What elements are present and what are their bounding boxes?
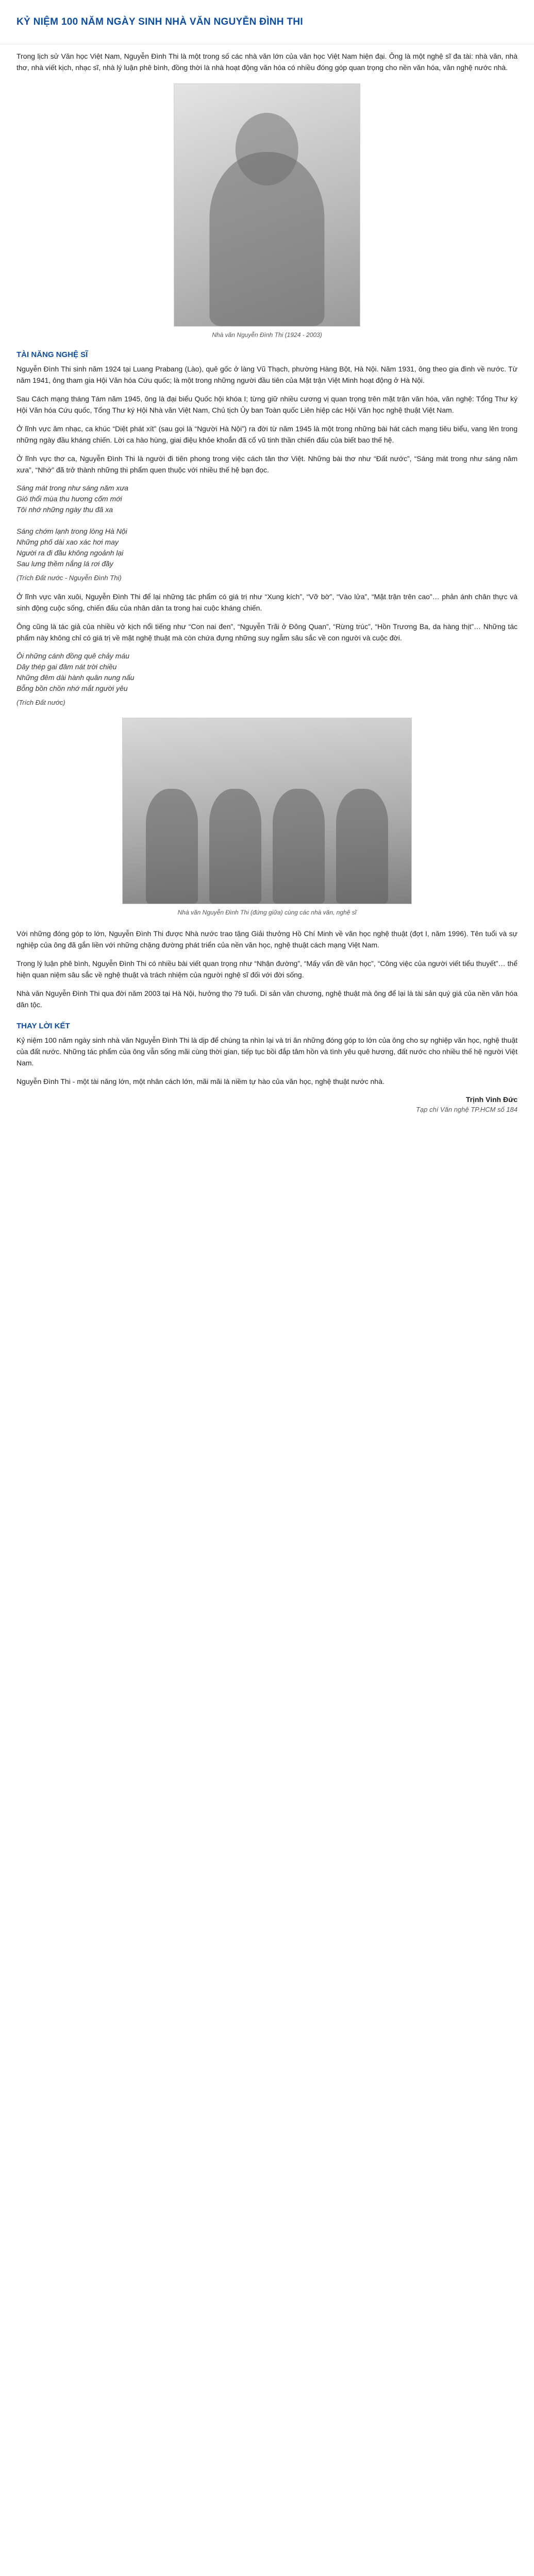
body-paragraph: Ở lĩnh vực thơ ca, Nguyễn Đình Thi là người đi tiên phong trong việc cách tân thơ Việt. Những bài thơ như “Đất nước”, “Sáng mát trong như sáng năm xưa”, “Nhớ” đã trở thành những thi phẩm quen thuộc với nhiều thế hệ bạn đọc.: [16, 454, 518, 474]
section-heading-talent: TÀI NĂNG NGHỆ SĨ: [16, 350, 88, 359]
body-paragraph: Trong lý luận phê bình, Nguyễn Đình Thi có nhiều bài viết quan trọng như “Nhận đường”, “Mấy vấn đề văn học”, “Công việc của người viết tiểu thuyết”… thể hiện quan niệm sâu sắc về nghệ thuật và trách nhiệm của người nghệ sĩ đối với đời sống.: [16, 959, 518, 979]
body-paragraph: Sau Cách mạng tháng Tám năm 1945, ông là đại biểu Quốc hội khóa I; từng giữ nhiều cương vị quan trọng trên mặt trận văn hóa, văn nghệ: Tổng Thư ký Hội Văn hóa Cứu quốc, Tổng Thư ký Hội Nhà văn Việt Nam, Chủ tịch Ủy ban Toàn quốc Liên hiệp các Hội Văn học nghệ thuật Việt Nam.: [16, 395, 518, 414]
group-caption: Nhà văn Nguyễn Đình Thi (đứng giữa) cùng các nhà văn, nghệ sĩ: [177, 909, 357, 916]
article-signature: [16, 1094, 518, 1115]
author-name: Trịnh Vinh Đức: [465, 1095, 518, 1104]
body-paragraph: Nhà văn Nguyễn Đình Thi qua đời năm 2003 tại Hà Nội, hưởng thọ 79 tuổi. Di sản văn chương, nghệ thuật mà ông để lại là tài sản quý giá của nền văn hóa dân tộc.: [16, 989, 518, 1009]
group-person-shape: [273, 789, 325, 904]
portrait-caption: Nhà văn Nguyễn Đình Thi (1924 - 2003): [212, 331, 322, 338]
body-paragraph: Ông cũng là tác giả của nhiều vở kịch nổi tiếng như “Con nai đen”, “Nguyễn Trãi ở Đông Quan”, “Rừng trúc”, “Hồn Trương Ba, da hàng thịt”… Những tác phẩm này không chỉ có giá trị về mặt nghệ thuật mà còn chứa đựng những suy ngẫm sâu sắc về con người và cuộc đời.: [16, 622, 518, 642]
article-body: [0, 44, 534, 1115]
article-source: Tạp chí Văn nghệ TP.HCM số 184: [415, 1106, 518, 1113]
article-title: KỶ NIỆM 100 NĂM NGÀY SINH NHÀ VĂN NGUYỄN ĐÌNH THI: [16, 16, 303, 27]
group-photo: [122, 718, 412, 904]
group-figure: [16, 718, 518, 917]
portrait-body-shape: [209, 152, 324, 326]
poem-source: (Trích Đất nước - Nguyễn Đình Thi): [16, 574, 122, 582]
portrait-figure: [16, 83, 518, 339]
poem-source: (Trích Đất nước): [16, 699, 65, 706]
body-paragraph: Nguyễn Đình Thi sinh năm 1924 tại Luang Prabang (Lào), quê gốc ở làng Vũ Thạch, phường Hàng Bột, Hà Nội. Năm 1931, ông theo gia đình về nước. Từ năm 1941, ông tham gia Hội Văn hóa Cứu quốc; là một trong những người đầu tiên của Mặt trận Việt Minh hoạt động ở Hà Nội.: [16, 365, 518, 384]
body-paragraph: Kỷ niệm 100 năm ngày sinh nhà văn Nguyễn Đình Thi là dịp để chúng ta nhìn lại và tri ân những đóng góp to lớn của ông cho sự nghiệp văn học, nghệ thuật của đất nước. Những tác phẩm của ông vẫn sống mãi cùng thời gian, tiếp tục bồi đắp tâm hồn và tình yêu quê hương, đất nước cho nhiều thế hệ người Việt Nam.: [16, 1036, 518, 1067]
portrait-photo: [174, 83, 360, 327]
section-heading-conclusion: THAY LỜI KẾT: [16, 1022, 70, 1030]
body-paragraph: Ở lĩnh vực văn xuôi, Nguyễn Đình Thi để lại những tác phẩm có giá trị như “Xung kích”, “Vỡ bờ”, “Vào lửa”, “Mặt trận trên cao”… phản ánh chân thực và sinh động cuộc sống, chiến đấu của nhân dân ta trong hai cuộc kháng chiến.: [16, 592, 518, 612]
group-person-shape: [209, 789, 261, 904]
poem-excerpt: Sáng mát trong như sáng năm xưa Gió thổi mùa thu hương cốm mới Tôi nhớ những ngày thu đã xa Sáng chớm lạnh trong lòng Hà Nội Những phố dài xao xác hơi may Người ra đi đầu không ngoảnh lại Sau lưng thềm nắng lá rơi đầy: [16, 484, 128, 568]
body-paragraph: Nguyễn Đình Thi - một tài năng lớn, một nhân cách lớn, mãi mãi là niềm tự hào của văn học, nghệ thuật nước nhà.: [16, 1077, 385, 1086]
body-paragraph: Với những đóng góp to lớn, Nguyễn Đình Thi được Nhà nước trao tặng Giải thưởng Hồ Chí Minh về văn học nghệ thuật (đợt I, năm 1996). Tên tuổi và sự nghiệp của ông đã gắn liền với những chặng đường phát triển của nền văn học, nghệ thuật cách mạng Việt Nam.: [16, 929, 518, 949]
body-paragraph: Ở lĩnh vực âm nhạc, ca khúc “Diệt phát xít” (sau gọi là “Người Hà Nội”) ra đời từ năm 1945 là một trong những bài hát cách mạng tiêu biểu, vang lên trong những ngày đầu kháng chiến. Lời ca hào hùng, giai điệu khỏe khoắn đã cổ vũ tinh thần chiến đấu của biết bao thế hệ.: [16, 425, 518, 444]
article-header: [0, 0, 534, 44]
poem-excerpt: Ôi những cánh đồng quê chảy máu Dây thép gai đâm nát trời chiều Những đêm dài hành quân nung nấu Bỗng bồn chồn nhớ mắt người yêu: [16, 652, 135, 692]
intro-paragraph: Trong lịch sử Văn học Việt Nam, Nguyễn Đình Thi là một trong số các nhà văn lớn của văn học Việt Nam hiện đại. Ông là một nghệ sĩ đa tài: nhà văn, nhà thơ, nhà viết kịch, nhạc sĩ, nhà lý luận phê bình, đồng thời là nhà hoạt động văn hóa có nhiều đóng góp quan trọng cho nền văn hóa, văn nghệ nước nhà.: [16, 52, 518, 72]
group-person-shape: [146, 789, 198, 904]
group-person-shape: [336, 789, 388, 904]
